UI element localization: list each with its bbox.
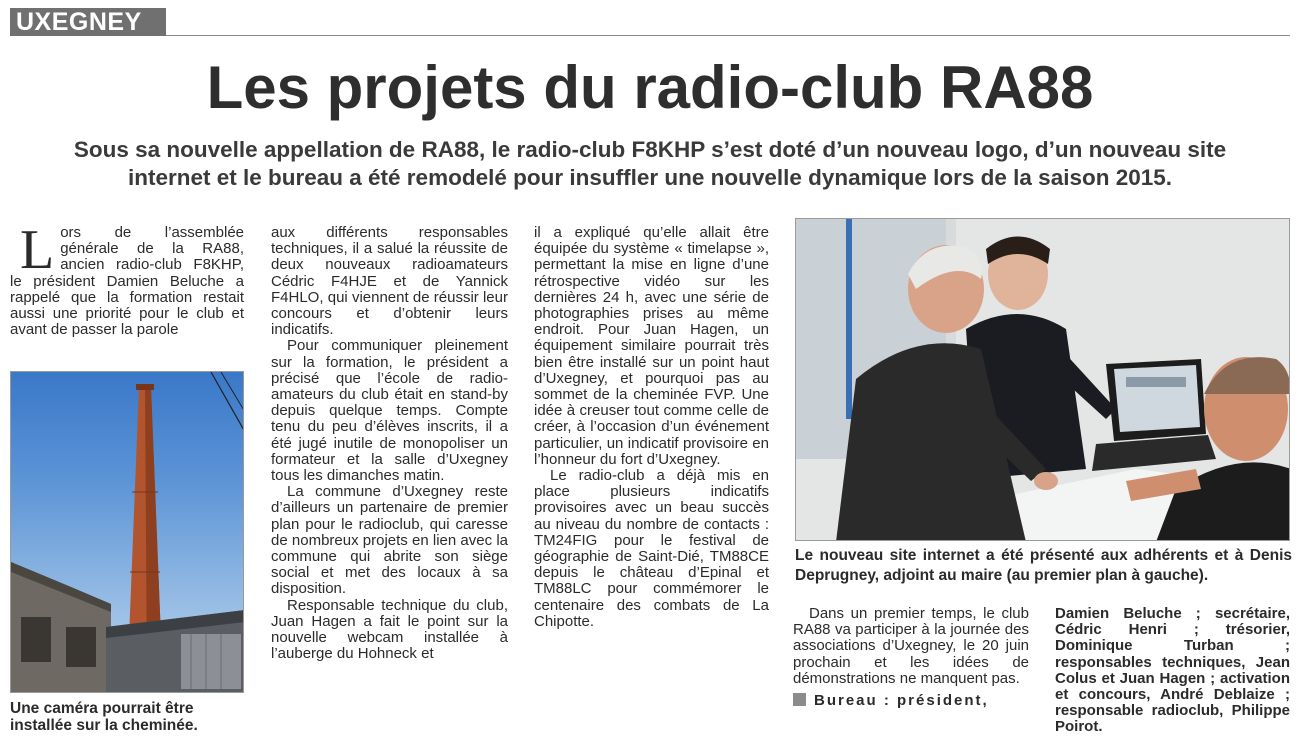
column-2-paragraph: Responsable technique du club, Juan Hagen a fait le point sur la nouvelle webcam installée à l’auberge du Hohneck et [271,596,508,663]
article-headline: Les projets du radio-club RA88 [206,54,1094,121]
column-3-paragraph: Le radio-club a déjà mis en place plusieurs indicatifs provisoires avec un beau succès au niveau du nombre de contacts : TM24FIG pour le festival de géographie de Saint-Dié, TM88CE depuis le château d’Epinal et TM88LC pour commémorer le centenaire des combats de La Chipotte. [534,467,769,630]
column-2-paragraph: aux différents responsables techniques, il a salué la réussite de deux nouveaux radioamateurs Cédric F4HJE et de Yannick F4HLO, qui viennent de réussir leur concours et d’obtenir leurs indicatifs. [271,224,508,339]
column-4b [1055,606,1290,736]
column-2-paragraph: Pour communiquer pleinement sur la formation, le président a précisé que l’école de radio-amateurs du club était en stand-by depuis quelque temps. Compte tenu du peu d’élèves inscrits, il a été jugé inutile de monopoliser un formateur et la salle d’Uxegney tous les dimanches matin. [271,337,508,485]
column-1 [10,219,244,339]
rubric-label: UXEGNEY [16,8,142,36]
column-4a [793,606,1029,709]
section-rubric [10,8,166,36]
column-3 [534,225,769,630]
column-1-text: ors de l’assemblée générale de la RA88, ancien radio-club F8KHP, le président Damien Beluche a rappelé que la formation restait aussi une priorité pour le club et avant de passer la parole [10,224,244,339]
bureau-members: Damien Beluche ; secrétaire, Cédric Henri ; trésorier, Dominique Turban ; responsables techniques, Jean Colus et Juan Hagen ; activation et concours, André Deblaize ; responsable radioclub, Philippe Poirot. [1055,605,1290,736]
bureau-line [793,693,1029,709]
column-2-paragraph: La commune d’Uxegney reste d’ailleurs un partenaire de premier plan pour le radioclub, qui caresse de nombreux projets en lien avec la commune qui abrite son siège social et met des locaux à sa disposition. [271,483,508,598]
column-3-paragraph: il a expliqué qu’elle allait être équipée du système « timelapse », permettant la mise en ligne d’une rétrospective vidéo sur les dernières 24 h, avec une série de photographies prises au même endroit. Pour Juan Hagen, un équipement similaire pourrait très bien être installé sur un point haut d’Uxegney, et pourquoi pas au sommet de la cheminée FVP. Une idée à creuser tout comme celle de créer, à l’occasion d’un événement particulier, un indicatif provisoire en l’honneur du fort d’Uxegney. [534,224,769,468]
subhead-line-1: Sous sa nouvelle appellation de RA88, le radio-club F8KHP s’est doté d’un nouveau logo, d’un nouveau site [73,137,1227,162]
square-bullet-icon [793,693,806,706]
article-subhead [20,136,1280,192]
meeting-photo [795,218,1290,541]
chimney-photo-caption: Une caméra pourrait être installée sur la cheminée. [10,700,198,734]
chimney-illustration [11,372,244,693]
drop-cap: L [20,219,55,281]
meeting-illustration [796,219,1290,541]
bureau-label: Bureau : président, [814,692,989,710]
meeting-photo-caption: Le nouveau site internet a été présenté aux adhérents et à Denis Deprugney, adjoint au maire (au premier plan à gauche). [795,547,1292,584]
header-rule [166,35,1290,36]
column-2 [271,225,508,662]
chimney-photo [10,371,244,693]
column-4a-paragraph: Dans un premier temps, le club RA88 va participer à la journée des associations d’Uxegney, le 20 juin prochain et les idées de démonstrations ne manquent pas. [793,605,1029,687]
subhead-line-2: internet et le bureau a été remodelé pour insuffler une nouvelle dynamique lors de la saison 2015. [127,165,1173,190]
